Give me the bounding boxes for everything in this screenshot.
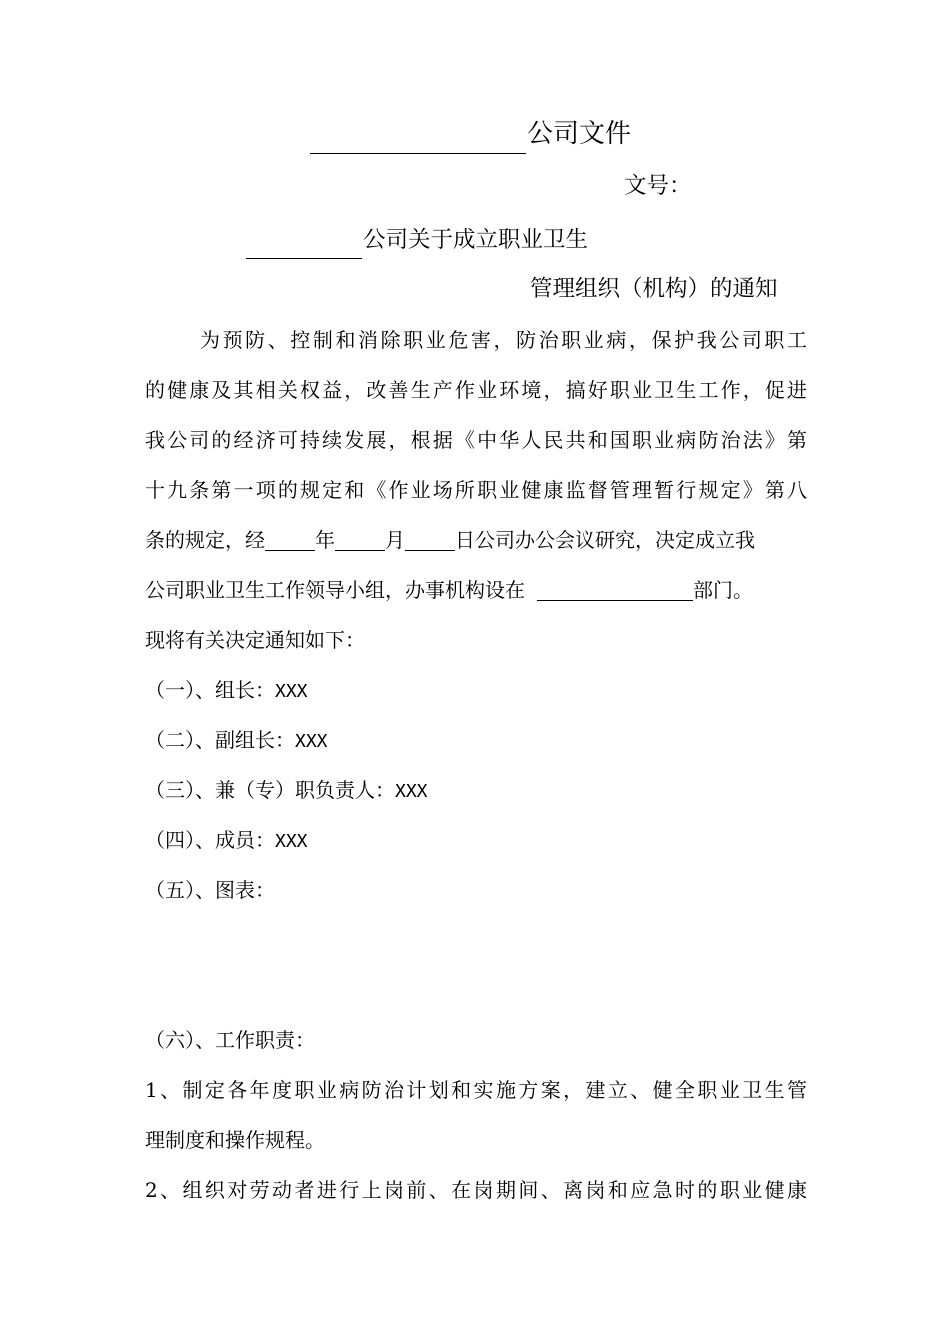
notice-company-blank bbox=[246, 258, 362, 259]
year-label: 年 bbox=[315, 528, 335, 552]
item-deputy-leader-label: （二）、副组长： bbox=[145, 728, 295, 752]
duty-1-line-1: 1、制定各年度职业病防治计划和实施方案，建立、健全职业卫生管 bbox=[145, 1078, 807, 1102]
body-line-3: 我公司的经济可持续发展，根据《中华人民共和国职业病防治法》第 bbox=[145, 428, 807, 452]
department-blank bbox=[537, 580, 693, 601]
item-leader bbox=[145, 676, 807, 706]
body-line-6-part-a: 公司职业卫生工作领导小组，办事机构设在 bbox=[145, 578, 525, 602]
body-line-7: 现将有关决定通知如下： bbox=[145, 628, 365, 652]
item-deputy-leader bbox=[145, 726, 807, 756]
item-leader-label: （一）、组长： bbox=[145, 678, 275, 702]
body-line-6 bbox=[145, 576, 807, 604]
item-members bbox=[145, 826, 807, 856]
body-line-5-part-d: 日公司办公会议研究，决定成立我 bbox=[455, 528, 755, 552]
item-deputy-leader-value: XXX bbox=[295, 731, 328, 752]
item-responsible-person bbox=[145, 776, 807, 806]
body-line-2: 的健康及其相关权益，改善生产作业环境，搞好职业卫生工作，促进 bbox=[145, 378, 807, 402]
item-responsible-person-value: XXX bbox=[395, 781, 428, 802]
month-label: 月 bbox=[385, 528, 405, 552]
company-name-blank bbox=[310, 153, 526, 154]
notice-title-line1: 公司关于成立职业卫生 bbox=[363, 227, 589, 253]
body-line-4: 十九条第一项的规定和《作业场所职业健康监督管理暂行规定》第八 bbox=[145, 478, 807, 502]
year-blank bbox=[265, 530, 315, 551]
item-members-label: （四）、成员： bbox=[145, 828, 275, 852]
item-leader-value: XXX bbox=[275, 681, 308, 702]
doc-number-label: 文号： bbox=[624, 173, 692, 199]
duties-heading: （六）、工作职责： bbox=[145, 1028, 315, 1052]
document-title: 公司文件 bbox=[527, 119, 632, 149]
duty-1-line-2: 理制度和操作规程。 bbox=[145, 1128, 325, 1152]
department-label: 部门。 bbox=[693, 578, 753, 602]
notice-title-line2: 管理组织（机构）的通知 bbox=[530, 276, 778, 302]
item-chart-label: （五）、图表： bbox=[145, 878, 275, 902]
body-line-5-part-a: 条的规定，经 bbox=[145, 528, 265, 552]
body-line-5 bbox=[145, 526, 807, 554]
item-responsible-person-label: （三）、兼（专）职负责人： bbox=[145, 778, 395, 802]
month-blank bbox=[335, 530, 385, 551]
day-blank bbox=[405, 530, 455, 551]
item-chart bbox=[145, 876, 807, 904]
body-line-1: 为预防、控制和消除职业危害，防治职业病，保护我公司职工 bbox=[200, 328, 807, 352]
duty-2-line-1: 2、组织对劳动者进行上岗前、在岗期间、离岗和应急时的职业健康 bbox=[145, 1178, 807, 1202]
item-members-value: XXX bbox=[275, 831, 308, 852]
